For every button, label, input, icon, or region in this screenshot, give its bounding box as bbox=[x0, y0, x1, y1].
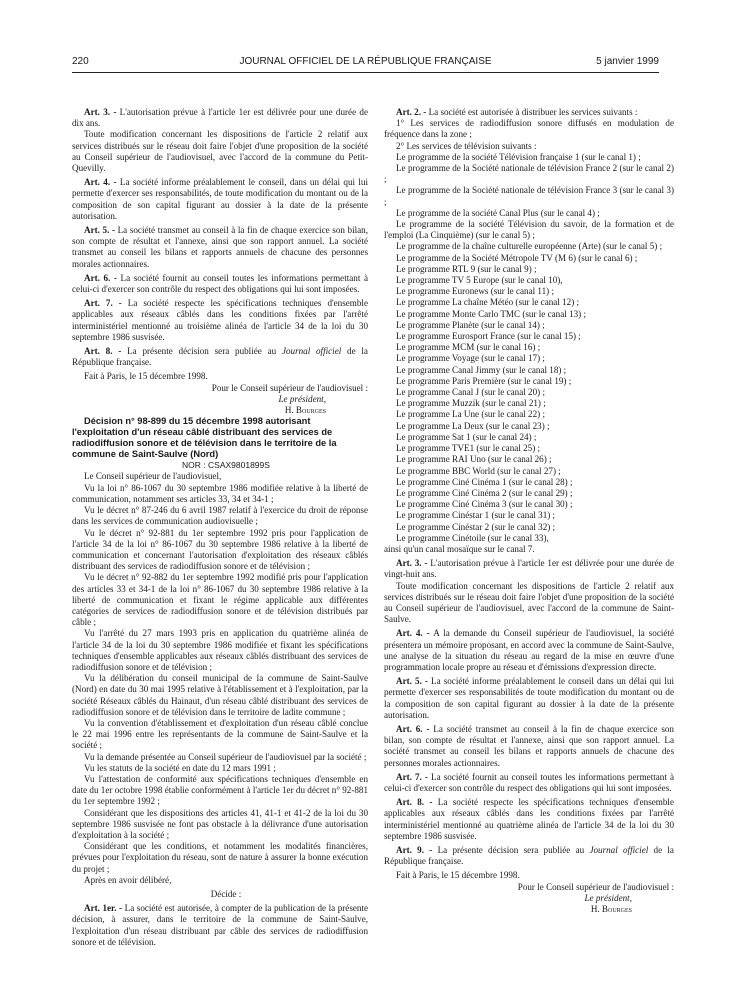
programme-list bbox=[384, 152, 674, 544]
left-signature-for: Pour le Conseil supérieur de l'audiovisuel : bbox=[211, 382, 368, 393]
considerant-1: Considérant que les dispositions des articles 41, 41-1 et 41-2 de la loi du 30 septembre 1986 susvisée ne font pas obstacle à la délivrance d'une autorisation d'exploitation à la société ; bbox=[72, 807, 368, 840]
programme-item: Le programme Cinétoile (sur le canal 33), bbox=[396, 532, 549, 543]
left-article-6: Art. 6. - La société fournit au conseil toutes les informations permettant à celui-ci d'exercer son contrôle du respect des obligations qui lui sont imposées. bbox=[72, 272, 368, 295]
left-article-7: Art. 7. - La société respecte les spécifications techniques d'ensemble applicables aux réseaux câblés dans les conditions fixées par l'arrêté interministériel mentionné au troisième alinéa de l'article 34 de la loi du 30 septembre 1986 susvisée. bbox=[72, 298, 368, 342]
programme-item: Le programme RTL 9 (sur le canal 9) ; bbox=[396, 263, 537, 274]
decision-title: Décision n° 98-899 du 15 décembre 1998 autorisant l'exploitation d'un réseau câblé distribuant des services de radiodiffusion sonore et de télévision dans le territoire de la commune de Saint-Saulve (Nord) bbox=[72, 416, 337, 460]
decide-heading: Décide : bbox=[210, 889, 242, 899]
programme-item: Le programme Cinéstar 2 (sur le canal 32) ; bbox=[396, 521, 556, 532]
nor-reference: NOR : CSAX9801899S bbox=[182, 460, 270, 471]
programme-item: Le programme Canal Jimmy (sur le canal 18) ; bbox=[396, 364, 567, 375]
left-article-4: Art. 4. - La société informe préalablement le conseil, dans un délai qui lui permette d'exercer ses responsabilités, de toute modification du montant ou de la composition de son capital figurant au dossier à la date de la présente autorisation. bbox=[72, 177, 368, 221]
programme-item: Le programme La Une (sur le canal 22) ; bbox=[396, 409, 545, 420]
right-article-4: Art. 4. - A la demande du Conseil supérieur de l'audiovisuel, la société présentera un mémoire proposant, en accord avec la commune de Saint-Saulve, une analyse de la situation du réseau au regard de la mise en œuvre d'une programmation locale propre au réseau et d'émissions d'expression directe. bbox=[384, 628, 674, 672]
right-article-2: Art. 2. - La société est autorisée à distribuer les services suivants : bbox=[396, 107, 638, 117]
programme-item: Le programme de la société Télévision du savoir, de la formation et de l'emploi (La Cinquième) (sur le canal 5) ; bbox=[384, 219, 674, 241]
left-article-3-paragraph: Toute modification concernant les dispositions de l'article 2 relatif aux services distribués sur le réseau doit faire l'objet d'une proposition de la société au Conseil supérieur de l'audiovisuel, avec l'accord de la commune du Petit-Quevilly. bbox=[72, 129, 368, 174]
journal-title: JOURNAL OFFICIEL DE LA RÉPUBLIQUE FRANÇAISE bbox=[239, 56, 492, 67]
programme-item: Le programme Muzzik (sur le canal 21) ; bbox=[396, 398, 546, 409]
programme-item: Le programme de la chaîne culturelle européenne (Arte) (sur le canal 5) ; bbox=[396, 241, 663, 252]
right-article-6: Art. 6. - La société transmet au conseil à la fin de chaque exercice son bilan, son compte de résultat et l'annexe, ainsi que son rapport annuel. La société transmet au conseil les bilans et rapports annuels de chacune des personnes morales actionnaires. bbox=[384, 723, 674, 768]
left-article-1: Art. 1er. - La société est autorisée, à compter de la publication de la présente décision, à assurer, dans le territoire de la commune de Saint-Saulve, l'exploitation d'un réseau distribuant par câble des services de radiodiffusion sonore et de télévision. bbox=[72, 903, 368, 947]
programme-item: Le programme Paris Première (sur le canal 19) ; bbox=[396, 375, 572, 386]
right-done-at: Fait à Paris, le 15 décembre 1998. bbox=[396, 870, 520, 881]
vu-6: Vu la délibération du conseil municipal de la commune de Saint-Saulve (Nord) en date du 30 mai 1995 relative à l'établissement et à l'exploitation, par la société Réseaux câblés du Hainaut, d'un réseau câblé distribuant des services de radiodiffusion sonore et de télévision dans le territoire de ladite commune ; bbox=[72, 673, 368, 717]
right-article-5: Art. 5. - La société informe préalablement le conseil dans un délai qui lui permette d'exercer ses responsabilités de toute modification du montant ou de la composition de son capital figurant au dossier à la date de la présente autorisation. bbox=[384, 676, 674, 720]
programme-item: Le programme de la société Canal Plus (sur le canal 4) ; bbox=[396, 207, 600, 218]
programme-item: Le programme Canal J (sur le canal 20) ; bbox=[396, 387, 545, 398]
vu-2: Vu le décret n° 87-246 du 6 avril 1987 relatif à l'exercice du droit de réponse dans les services de communication audiovisuelle ; bbox=[72, 505, 368, 527]
vu-3: Vu le décret n° 92-881 du 1er septembre 1992 pris pour l'application de l'article 34 de la loi n° 86-1067 du 30 septembre 1986 relative à la liberté de communication et concernant l'autorisation d'exploitation des réseaux câblés distribuant des services de radiodiffusion sonore et de télévision ; bbox=[72, 527, 368, 572]
vu-4: Vu le décret n° 92-882 du 1er septembre 1992 modifié pris pour l'application des articles 33 et 34-1 de la loi n° 86-1067 du 30 septembre 1986 relative à la liberté de communication et fixant le régime applicable aux différentes catégories de services de radiodiffusion sonore et de télévision distribués par câble ; bbox=[72, 572, 368, 628]
programme-item: Le programme Planète (sur le canal 14) ; bbox=[396, 319, 545, 330]
programme-item: Le programme Euronews (sur le canal 11) ; bbox=[396, 286, 554, 297]
considerant-2: Considérant que les conditions, et notamment les modalités financières, prévues pour l'exploitation du réseau, sont de nature à assurer la bonne exécution du projet ; bbox=[72, 841, 368, 874]
page-header bbox=[72, 56, 659, 72]
programme-item: Le programme RAI Uno (sur le canal 26) ; bbox=[396, 454, 552, 465]
radio-services: 1° Les services de radiodiffusion sonore diffusés en modulation de fréquence dans la zone ; bbox=[384, 118, 674, 140]
programme-item: Le programme Eurosport France (sur le canal 15) ; bbox=[396, 331, 581, 342]
vu-1: Vu la loi n° 86-1067 du 30 septembre 1986 modifiée relative à la liberté de communication, notamment ses articles 33, 34 et 34-1 ; bbox=[72, 482, 368, 504]
right-signature-for: Pour le Conseil supérieur de l'audiovisuel : bbox=[517, 881, 674, 892]
header-rule bbox=[72, 72, 659, 73]
page-number: 220 bbox=[72, 56, 89, 67]
programme-item: Le programme Ciné Cinéma 1 (sur le canal 28) ; bbox=[396, 476, 573, 487]
vu-8: Vu la demande présentée au Conseil supérieur de l'audiovisuel par la société ; bbox=[84, 751, 367, 762]
programme-item: Le programme Monte Carlo TMC (sur le canal 13) ; bbox=[396, 308, 586, 319]
programme-item: Le programme Sat 1 (sur le canal 24) ; bbox=[396, 431, 537, 442]
right-signature-name: H. Bourges bbox=[590, 904, 632, 915]
vu-10: Vu l'attestation de conformité aux spécifications techniques d'ensemble en date du 1er octobre 1998 établie conformément à l'article 1er du décret n° 92-881 du 1er septembre 1992 ; bbox=[72, 773, 368, 807]
tv-services: 2° Les services de télévision suivants : bbox=[396, 140, 537, 151]
programme-item: Le programme MCM (sur le canal 16) ; bbox=[396, 342, 541, 353]
left-signature-role: Le président, bbox=[278, 393, 326, 404]
left-done-at: Fait à Paris, le 15 décembre 1998. bbox=[84, 371, 208, 382]
programme-item: Le programme TV 5 Europe (sur le canal 10), bbox=[396, 275, 563, 286]
right-article-8: Art. 8. - La société respecte les spécifications techniques d'ensemble applicables aux réseaux câblés dans les conditions fixées par l'arrêté interministériel mentionné au quatrième alinéa de l'article 34 de la loi du 30 septembre 1986 susvisée. bbox=[384, 797, 674, 841]
decision-intro: Le Conseil supérieur de l'audiovisuel, bbox=[84, 471, 222, 482]
left-article-8: Art. 8. - La présente décision sera publiée au Journal officiel de la République française. bbox=[72, 346, 368, 368]
left-article-5: Art. 5. - La société transmet au conseil à la fin de chaque exercice son bilan, son compte de résultat et l'annexe, ainsi que son rapport annuel. La société transmet au conseil les bilans et rapports annuels de chacune des personnes morales actionnaires. bbox=[72, 225, 368, 269]
programme-item: Le programme Ciné Cinéma 3 (sur le canal 30) ; bbox=[396, 499, 573, 510]
mosaic-channel: ainsi qu'un canal mosaïque sur le canal 7. bbox=[384, 543, 535, 554]
right-article-3-paragraph: Toute modification concernant les dispositions de l'article 2 relatif aux services distribués sur le réseau doit faire l'objet d'une proposition de la société au Conseil supérieur de l'audiovisuel, avec l'accord de la commune de Saint-Saulve. bbox=[384, 580, 674, 625]
right-article-9: Art. 9. - La présente décision sera publiée au Journal officiel de la République française. bbox=[384, 845, 674, 867]
programme-item: Le programme Cinéstar 1 (sur le canal 31) ; bbox=[396, 510, 556, 521]
programme-item: Le programme La chaîne Météo (sur le canal 12) ; bbox=[396, 297, 580, 308]
programme-item: Le programme La Deux (sur le canal 23) ; bbox=[396, 420, 550, 431]
vu-9: Vu les statuts de la société en date du 12 mars 1991 ; bbox=[84, 762, 276, 773]
vu-7: Vu la convention d'établissement et d'exploitation d'un réseau câblé conclue le 22 mai 1996 entre les représentants de la commune de Saint-Saulve et la société ; bbox=[72, 717, 368, 751]
programme-item: Le programme de la société Télévision française 1 (sur le canal 1) ; bbox=[396, 151, 641, 162]
programme-item: Le programme Voyage (sur le canal 17) ; bbox=[396, 353, 545, 364]
right-article-7: Art. 7. - La société fournit au conseil toutes les informations permettant à celui-ci d'exercer son contrôle du respect des obligations qui lui sont imposées. bbox=[384, 771, 674, 793]
programme-item: Le programme de la Société Métropole TV (M 6) (sur le canal 6) ; bbox=[396, 252, 638, 263]
programme-item: Le programme de la Société nationale de télévision France 2 (sur le canal 2) ; bbox=[384, 163, 674, 185]
right-signature-role: Le président, bbox=[584, 892, 632, 903]
deliberation: Après en avoir délibéré, bbox=[84, 874, 172, 885]
right-article-3: Art. 3. - L'autorisation prévue à l'article 1er est délivrée pour une durée de vingt-huit ans. bbox=[384, 558, 674, 580]
programme-item: Le programme BBC World (sur le canal 27) ; bbox=[396, 465, 561, 476]
left-signature-name: H. Bourges bbox=[284, 405, 326, 416]
programme-item: Le programme de la Société nationale de télévision France 3 (sur le canal 3) ; bbox=[384, 185, 674, 207]
programme-item: Le programme TVE1 (sur le canal 25) ; bbox=[396, 443, 541, 454]
left-article-3: Art. 3. - L'autorisation prévue à l'article 1er est délivrée pour une durée de dix ans. bbox=[72, 107, 368, 129]
programme-item: Le programme Ciné Cinéma 2 (sur le canal 29) ; bbox=[396, 487, 573, 498]
left-column bbox=[72, 104, 368, 948]
right-column bbox=[384, 104, 674, 915]
vu-5: Vu l'arrêté du 27 mars 1993 pris en application du quatrième alinéa de l'article 34 de la loi du 30 septembre 1986 modifiée et fixant les spécifications techniques d'ensemble applicables aux réseaux câblés distribuant des services de radiodiffusion sonore et de télévision ; bbox=[72, 628, 368, 672]
issue-date: 5 janvier 1999 bbox=[596, 56, 659, 67]
